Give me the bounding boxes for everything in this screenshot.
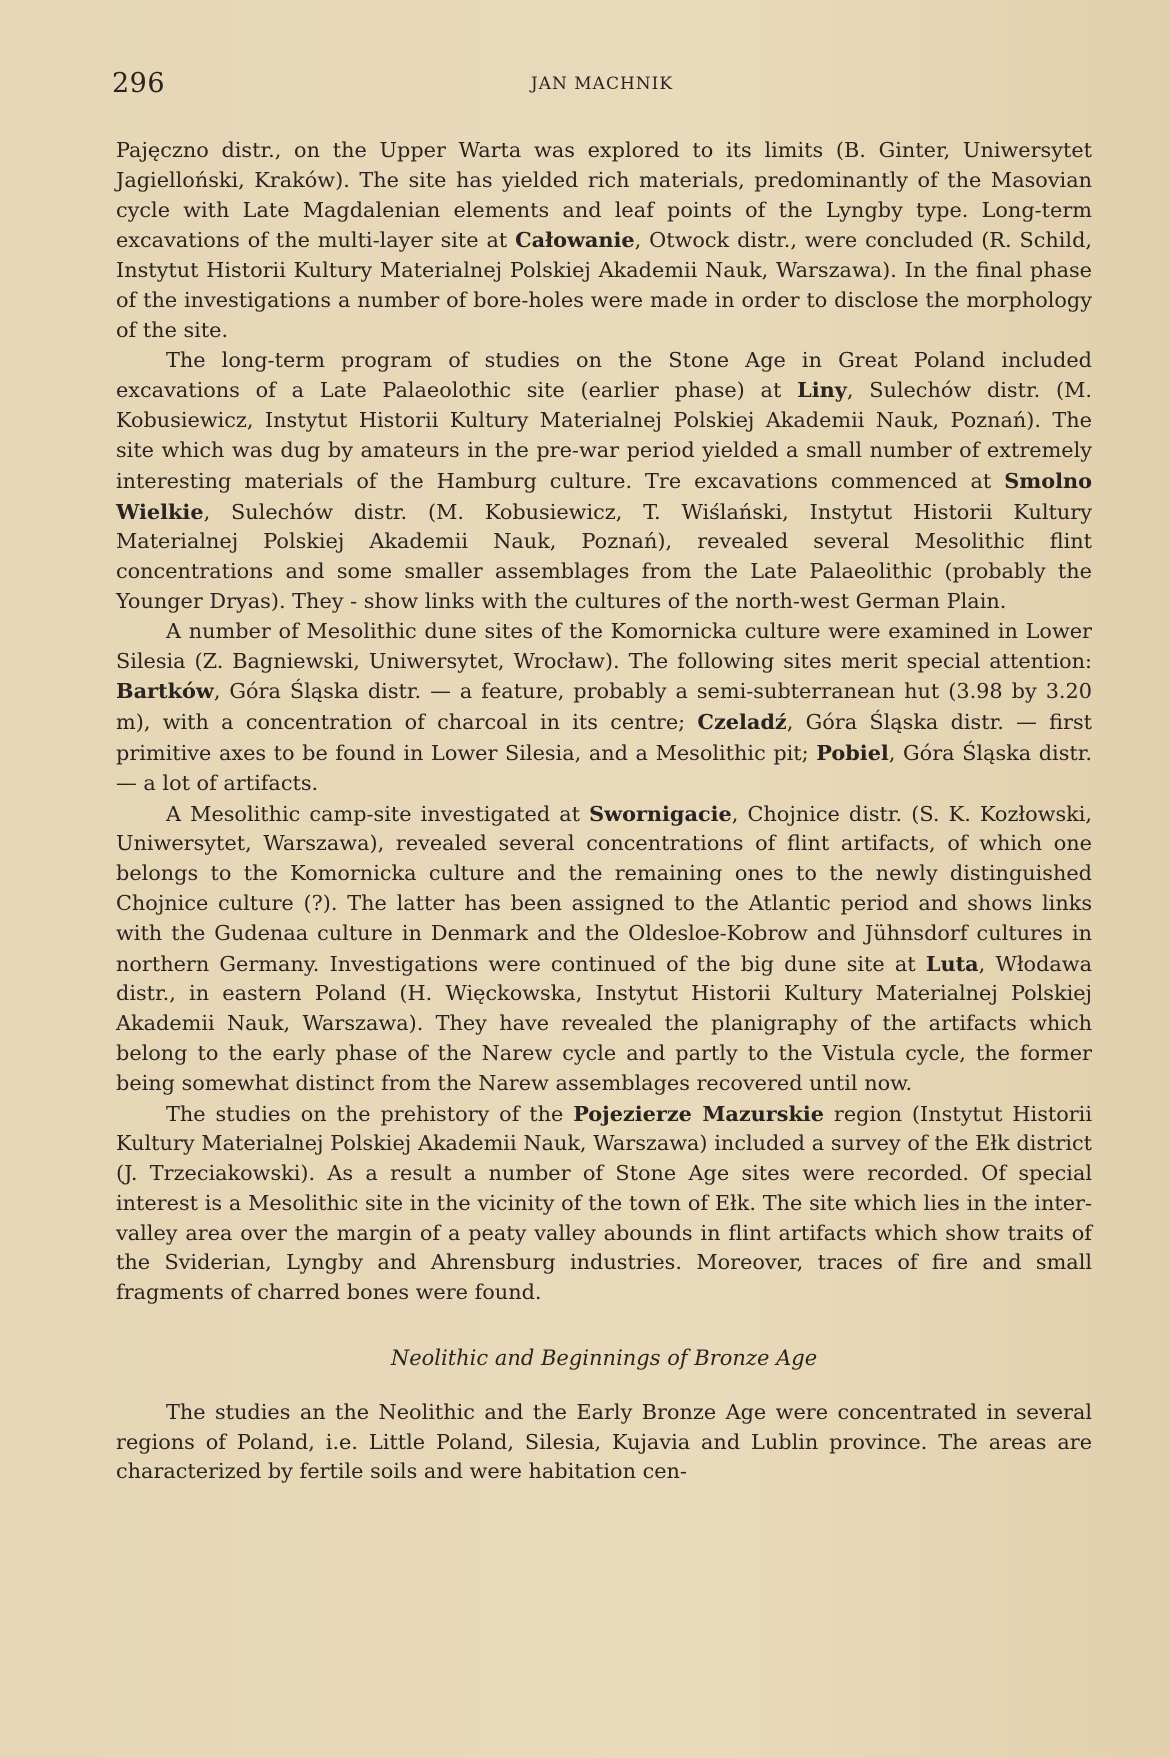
page-header — [112, 68, 1092, 108]
section-heading: Neolithic and Beginnings of Bronze Age — [390, 1346, 818, 1371]
text-run: The studies on the prehistory of the — [166, 1101, 574, 1126]
paragraph-6: The studies an the Neolithic and the Early Bronze Age were concentrated in several regions of Poland, i.e. Little Poland, Silesia, Kujavia and Lublin province. The areas are characterized by fertile soils and were habitation cen- — [116, 1399, 1092, 1484]
paragraph-4 — [116, 799, 1092, 1099]
text-run: The long-term program of studies on the Stone Age in Great Poland included excavations of a Late Palaeolothic site (earlier phase) at — [116, 347, 1092, 403]
running-head: JAN MACHNIK — [530, 74, 674, 94]
body-text — [116, 136, 1092, 1487]
site-name: Swornigacie — [589, 800, 732, 826]
paragraph-2 — [116, 346, 1092, 617]
paragraph-1 — [116, 136, 1092, 346]
site-name: Czeladź — [697, 709, 787, 735]
text-run: Pajęczno distr., on the Upper Warta was explored to its limits (B. Ginter, Uniwersytet Jagielloński, Kraków). The site has yielded rich materials, predominantly of the Masovian cycle with Late Magdalenian elements and leaf points of the Lyngby type. Long-term excavations of the multi-layer site at — [116, 138, 1092, 253]
site-name: Pobiel — [816, 739, 889, 765]
page-number: 296 — [112, 68, 166, 99]
text-run: , Sulechów distr. (M. Kobusiewicz, Instytut Historii Kultury Materialnej Polskiej Akademii Nauk, Poznań). The site which was dug by amateurs in the pre-war period yielded a small number of extremely interesting materials of the Hamburg culture. Tre excavations commenced at — [116, 378, 1092, 493]
text-run: A number of Mesolithic dune sites of the Komornicka culture were examined in Lower Silesia (Z. Bagniewski, Uniwersytet, Wrocław). The following sites merit special attention: — [116, 618, 1092, 673]
site-name: Liny — [797, 377, 847, 403]
paragraph-5 — [116, 1099, 1092, 1309]
site-name: Pojezierze Mazurskie — [573, 1100, 825, 1126]
text-run: , Sulechów distr. (M. Kobusiewicz, T. Wiślański, Instytut Historii Kultury Materialnej Polskiej Akademii Nauk, Poznań), revealed several Mesolithic flint concentrations and some smaller assemblages from the Late Palaeolithic (probably the Younger Dryas). They - show links with the cultures of the north-west German Plain. — [116, 499, 1092, 613]
site-name: Smolno Wielkie — [116, 467, 1092, 524]
site-name: Całowanie — [515, 227, 635, 253]
site-name: Luta — [925, 950, 979, 976]
text-run: A Mesolithic camp-site investigated at — [166, 801, 590, 826]
text-run: , Góra Śląska distr. — a lot of artifacts. — [116, 740, 1092, 795]
text-run: , Góra Śląska distr. — a feature, probably a semi-subterranean hut (3.98 by 3.20 m), with a concentration of charcoal in its centre; — [116, 679, 1092, 735]
site-name: Bartków — [116, 678, 214, 704]
text-run: , Włodawa distr., in eastern Poland (H. Więckowska, Instytut Historii Kultury Materialnej Polskiej Akademii Nauk, Warszawa). They have revealed the planigraphy of the artifacts which belong to the early phase of the Narew cycle and partly to the Vistula cycle, the former being somewhat distinct from the Narew assemblages recovered until now. — [116, 951, 1092, 1095]
text-run: , Chojnice distr. (S. K. Kozłowski, Uniwersytet, Warszawa), revealed several concentrations of flint artifacts, of which one belongs to the Komornicka culture and the remaining ones to the newly distinguished Chojnice culture (?). The latter has been assigned to the Atlantic period and shows links with the Gudenaa culture in Denmark and the Oldesloe-Kobrow and Jühnsdorf cultures in northern Germany. Investigations were continued of the big dune site at — [116, 801, 1092, 976]
paragraph-3 — [116, 617, 1092, 799]
text-run: , Otwock distr., were concluded (R. Schild, Instytut Historii Kultury Materialnej Polskiej Akademii Nauk, Warszawa). In the final phase of the investigations a number of bore-holes were made in order to disclose the morphology of the site. — [116, 228, 1092, 342]
text-run: region (Instytut Historii Kultury Materialnej Polskiej Akademii Nauk, Warszawa) included a survey of the Ełk district (J. Trzeciakowski). As a result a number of Stone Age sites were recorded. Of special interest is a Mesolithic site in the vicinity of the town of Ełk. The site which lies in the inter-valley area over the margin of a peaty valley abounds in flint artifacts which show traits of the Sviderian, Lyngby and Ahrensburg industries. Moreover, traces of fire and small fragments of charred bones were found. — [116, 1101, 1092, 1305]
text-run: , Góra Śląska distr. — first primitive axes to be found in Lower Silesia, and a Mesolithic pit; — [116, 710, 1092, 765]
